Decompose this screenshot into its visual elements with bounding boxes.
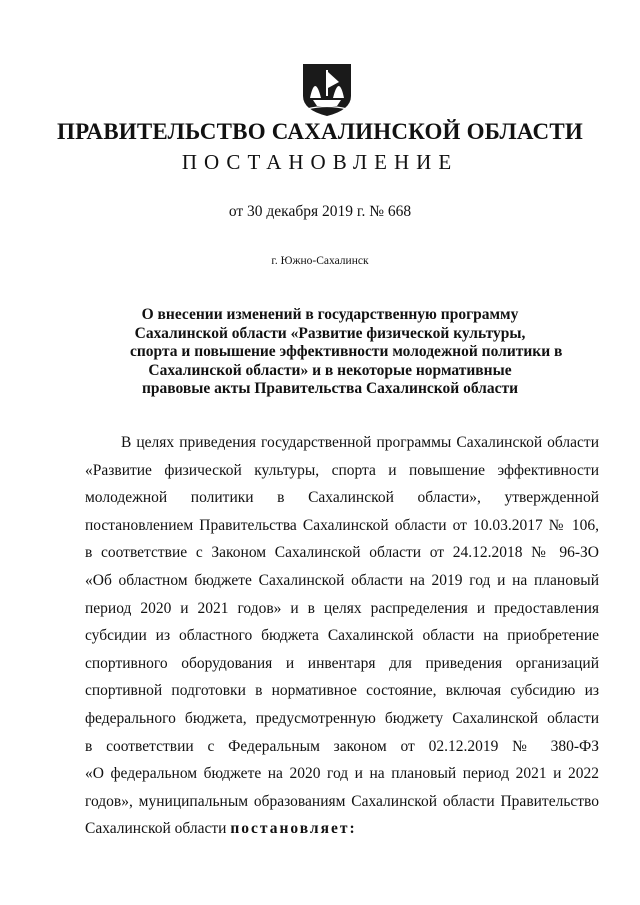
body-line: в соответствии с Федеральным законом от 02.12.2019 № 380-ФЗ (85, 737, 599, 755)
body-final-line (85, 815, 599, 843)
body-line: постановлением Правительства Сахалинской области от 10.03.2017 № 106, (85, 516, 599, 534)
body-line: субсидии из областного бюджета Сахалинской области на приобретение (85, 627, 599, 645)
organization-name: ПРАВИТЕЛЬСТВО САХАЛИНСКОЙ ОБЛАСТИ (57, 119, 583, 144)
body-line: молодежной политики в Сахалинской области», утвержденной (85, 489, 599, 507)
subject-line: Сахалинской области «Развитие физической культуры, (134, 324, 526, 342)
subject-line: спорта и повышение эффективности молодежной политики в (130, 343, 563, 360)
subject-line: Сахалинской области» и в некоторые нормативные (148, 361, 512, 379)
body-line: В целях приведения государственной программы Сахалинской области (121, 434, 599, 451)
subject-line: правовые акты Правительства Сахалинской области (141, 380, 519, 397)
subject-line: О внесении изменений в государственную программу (141, 306, 519, 323)
body-line: «Развитие физической культуры, спорта и повышение эффективности (85, 461, 599, 479)
coat-of-arms-emblem (301, 62, 353, 118)
body-final-text: Сахалинской области (85, 820, 231, 838)
body-line: федерального бюджета, предусмотренную бюджету Сахалинской области (85, 709, 599, 727)
body-line: «Об областном бюджете Сахалинской области на 2019 год и на плановый (85, 571, 599, 589)
body-line: спортивной подготовки в нормативное состояние, включая субсидию из (85, 682, 599, 700)
body-line: спортивного оборудования и инвентаря для приведения организаций (85, 654, 599, 672)
body-line: годов», муниципальным образованиям Сахалинской области Правительство (85, 792, 599, 810)
document-type: ПОСТАНОВЛЕНИЕ (181, 150, 459, 174)
document-subject (130, 306, 563, 399)
body-line: в соответствие с Законом Сахалинской области от 24.12.2018 № 96-ЗО (85, 544, 599, 562)
body-line: период 2020 и 2021 годов» и в целях распределения и предоставления (85, 599, 599, 617)
body-line: «О федеральном бюджете на 2020 год и на плановый период 2021 и 2022 (85, 765, 599, 783)
decree-word: постановляет: (230, 820, 357, 838)
document-city: г. Южно-Сахалинск (271, 255, 369, 267)
document-date-number: от 30 декабря 2019 г. № 668 (228, 203, 412, 220)
document-body (85, 429, 599, 843)
